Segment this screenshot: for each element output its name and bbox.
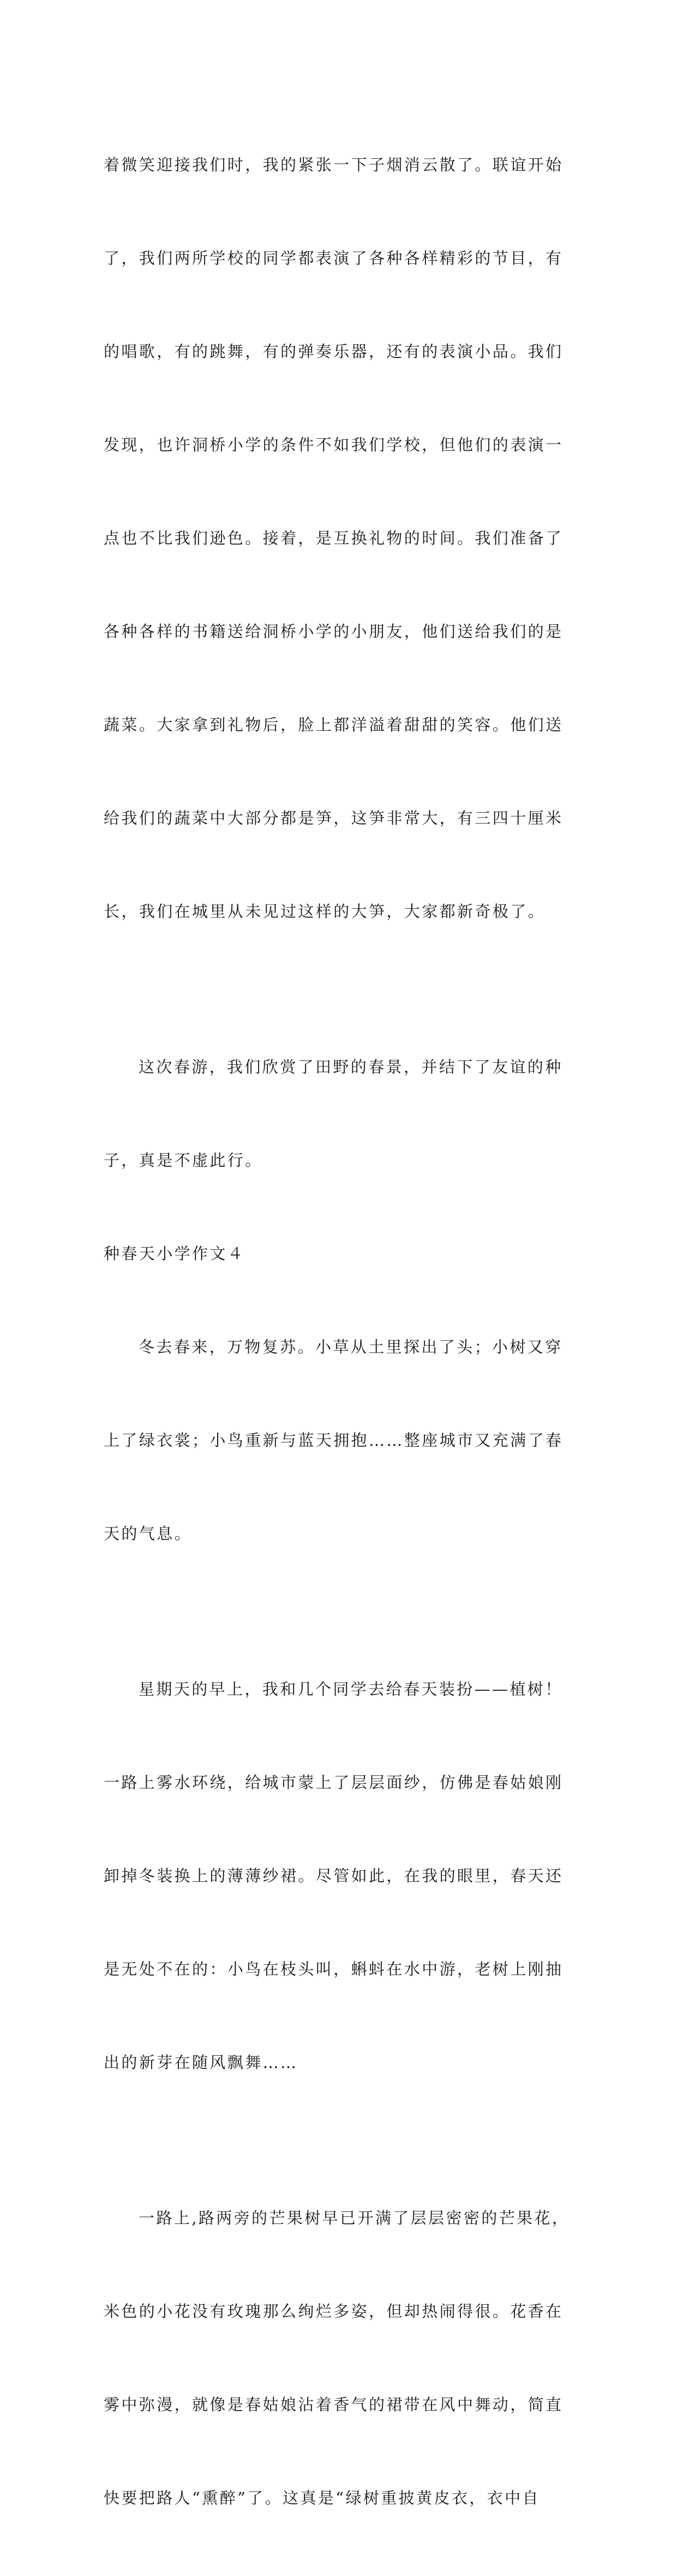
text-line: 点也不比我们逊色。接着，是互换礼物的时间。我们准备了	[104, 529, 564, 547]
paragraph-1	[104, 87, 573, 989]
text-line: 子，真是不虚此行。	[104, 1151, 263, 1170]
text-line: 雾中弥漫，就像是春姑娘沾着香气的裙带在风中舞动，简直	[104, 2395, 564, 2414]
text-line: 天的气息。	[104, 1524, 193, 1543]
paragraph-2	[104, 989, 573, 1238]
text-line: 是无处不在的：小鸟在枝头叫，蝌蚪在水中游，老树上刚抽	[104, 1960, 564, 1978]
text-line: 卸掉冬装换上的薄薄纱裙。尽管如此，在我的眼里，春天还	[104, 1867, 564, 1885]
text-line: 蔬菜。大家拿到礼物后，脸上都洋溢着甜甜的笑容。他们送	[104, 715, 564, 734]
paragraph-3	[104, 1269, 573, 1612]
text-line: 出的新芽在随风飘舞……	[104, 2053, 298, 2072]
text-line: 各种各样的书籍送给洞桥小学的小朋友，他们送给我们的是	[104, 622, 564, 641]
text-line: 一路上雾水环绕，给城市蒙上了层层面纱，仿佛是春姑娘刚	[104, 1773, 564, 1792]
text-line: 这次春游，我们欣赏了田野的春景，并结下了友谊的种	[139, 1058, 563, 1076]
document-body	[104, 87, 573, 2576]
heading-text: 种春天小学作文４	[104, 1244, 245, 1263]
text-line: 米色的小花没有玫瑰那么绚烂多姿，但却热闹得很。花香在	[104, 2302, 564, 2321]
text-line: 上了绿衣裳；小鸟重新与蓝天拥抱……整座城市又充满了春	[104, 1431, 564, 1450]
paragraph-4	[104, 1612, 573, 2140]
text-line: 长，我们在城里从未见过这样的大笋，大家都新奇极了。	[104, 902, 546, 921]
text-line: 星期天的早上，我和几个同学去给春天装扮——植树！	[139, 1680, 563, 1698]
text-line: 了，我们两所学校的同学都表演了各种各样精彩的节目，有	[104, 249, 564, 267]
text-line: 发现，也许洞桥小学的条件不如我们学校，但他们的表演一	[104, 436, 564, 454]
text-line: 着微笑迎接我们时，我的紧张一下子烟消云散了。联谊开始	[104, 156, 564, 174]
text-line: 一路上,路两旁的芒果树早已开满了层层密密的芒果花，	[139, 2209, 570, 2227]
text-line: 冬去春来，万物复苏。小草从土里探出了头；小树又穿	[139, 1338, 563, 1356]
section-heading	[104, 1238, 573, 1269]
text-line: 给我们的蔬菜中大部分都是笋，这笋非常大，有三四十厘米	[104, 809, 564, 827]
paragraph-5	[104, 2140, 573, 2576]
text-line: 快要把路人“熏醉”了。这真是“绿树重披黄皮衣，衣中自	[104, 2489, 540, 2507]
text-line: 的唱歌，有的跳舞，有的弹奏乐器，还有的表演小品。我们	[104, 342, 564, 361]
